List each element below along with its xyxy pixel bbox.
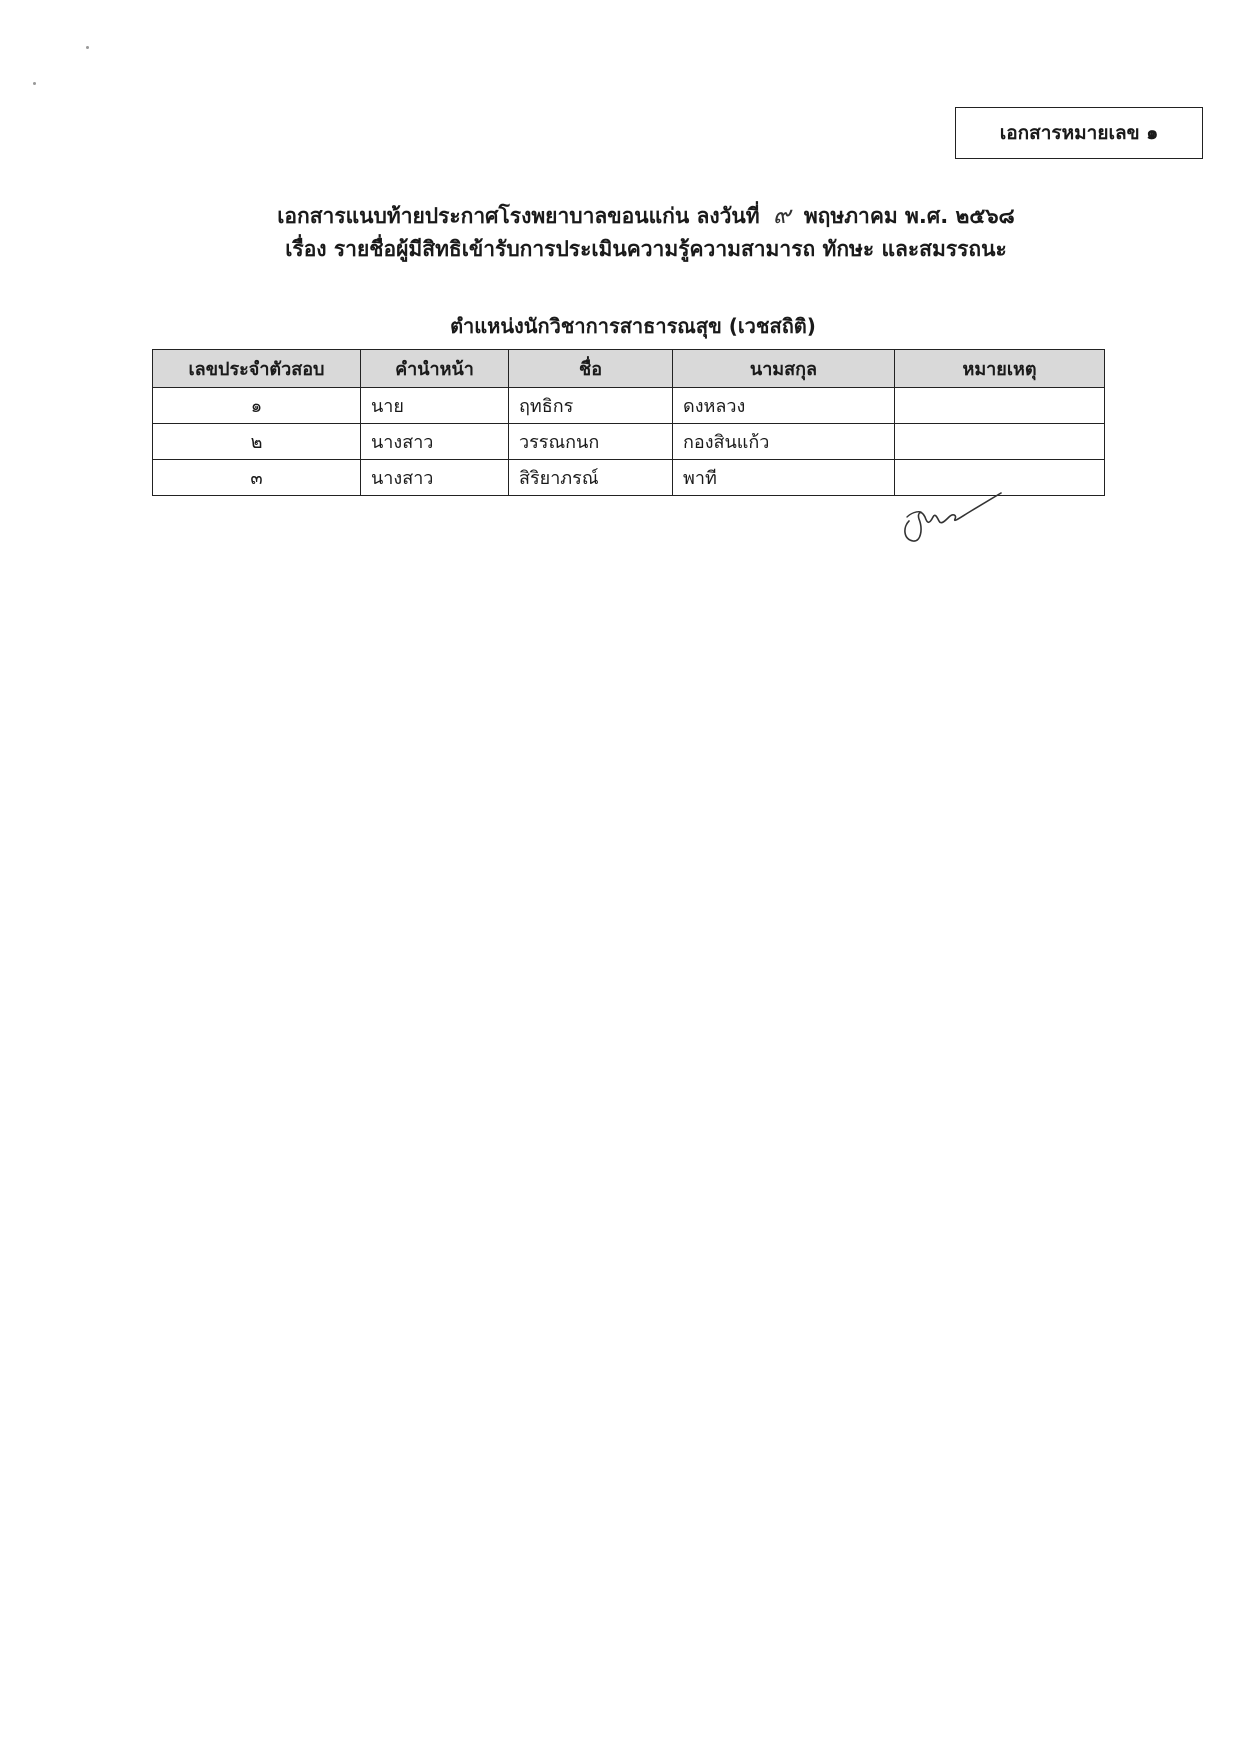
header-remarks: หมายเหตุ	[895, 350, 1105, 388]
heading-line-1	[26, 195, 1240, 234]
cell-exam-id: ๓	[153, 460, 361, 496]
position-title: ตำแหน่งนักวิชาการสาธารณสุข (เวชสถิติ)	[450, 314, 816, 338]
cell-exam-id: ๒	[153, 424, 361, 460]
document-number-box	[955, 107, 1203, 159]
scan-speck	[33, 82, 36, 85]
header-exam-id: เลขประจำตัวสอบ	[153, 350, 361, 388]
signature-mark	[895, 487, 1005, 552]
header-last-name: นามสกุล	[673, 350, 895, 388]
candidates-table	[152, 349, 1105, 496]
heading-month-year: พฤษภาคม พ.ศ. ๒๕๖๘	[803, 204, 1015, 228]
cell-last-name: ดงหลวง	[673, 388, 895, 424]
heading-line-2	[26, 233, 1240, 266]
cell-last-name: กองสินแก้ว	[673, 424, 895, 460]
heading-day-handwritten: ๙	[772, 201, 791, 229]
heading-announcement: เอกสารแนบท้ายประกาศโรงพยาบาลขอนแก่น ลงวันที่	[277, 204, 760, 228]
table-row	[153, 424, 1105, 460]
cell-prefix: นาย	[361, 388, 509, 424]
scan-speck	[86, 46, 89, 49]
table-header-row	[153, 350, 1105, 388]
cell-remarks	[895, 424, 1105, 460]
cell-last-name: พาที	[673, 460, 895, 496]
header-prefix: คำนำหน้า	[361, 350, 509, 388]
cell-first-name: ฤทธิกร	[509, 388, 673, 424]
table-row	[153, 388, 1105, 424]
cell-first-name: สิริยาภรณ์	[509, 460, 673, 496]
cell-prefix: นางสาว	[361, 460, 509, 496]
cell-first-name: วรรณกนก	[509, 424, 673, 460]
heading-subject: เรื่อง รายชื่อผู้มีสิทธิเข้ารับการประเมินความรู้ความสามารถ ทักษะ และสมรรถนะ	[285, 237, 1007, 261]
document-number: เอกสารหมายเลข ๑	[999, 122, 1159, 144]
cell-prefix: นางสาว	[361, 424, 509, 460]
header-first-name: ชื่อ	[509, 350, 673, 388]
cell-remarks	[895, 388, 1105, 424]
cell-exam-id: ๑	[153, 388, 361, 424]
